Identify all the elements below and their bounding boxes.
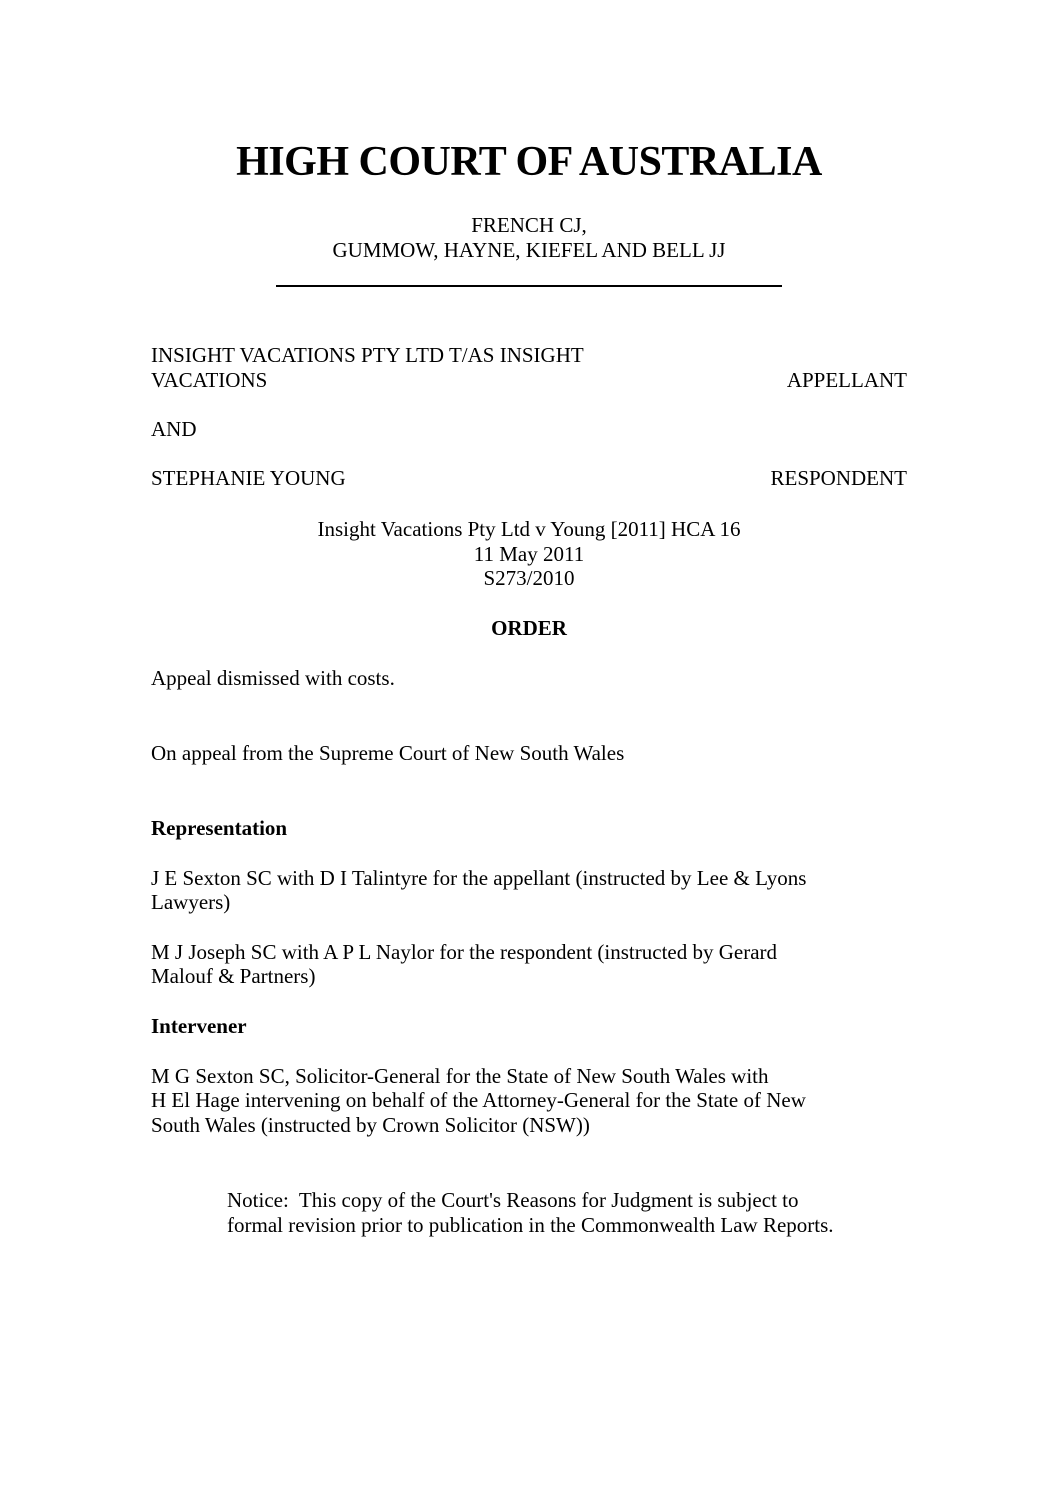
appellant-name-line-1: INSIGHT VACATIONS PTY LTD T/AS INSIGHT xyxy=(151,343,584,367)
respondent-representation-line-2: Malouf & Partners) xyxy=(151,964,316,988)
case-number: S273/2010 xyxy=(483,566,575,590)
order-text: Appeal dismissed with costs. xyxy=(151,666,395,690)
respondent-name: STEPHANIE YOUNG xyxy=(151,466,346,490)
respondent-role: RESPONDENT xyxy=(770,466,907,490)
case-citation: Insight Vacations Pty Ltd v Young [2011] HCA 16 xyxy=(317,517,741,541)
appellant-role: APPELLANT xyxy=(786,368,907,392)
appeal-from: On appeal from the Supreme Court of New South Wales xyxy=(151,741,625,765)
appellant-name-line-2: VACATIONS xyxy=(151,368,268,392)
judges-line-1: FRENCH CJ, xyxy=(471,213,587,237)
representation-heading: Representation xyxy=(151,816,288,840)
intervener-heading: Intervener xyxy=(151,1014,247,1038)
intervener-line-3: South Wales (instructed by Crown Solicitor (NSW)) xyxy=(151,1113,590,1137)
header-divider xyxy=(276,285,782,287)
appellant-representation-line-2: Lawyers) xyxy=(151,890,231,914)
intervener-line-2: H El Hage intervening on behalf of the Attorney-General for the State of New xyxy=(151,1088,806,1112)
judges-line-2: GUMMOW, HAYNE, KIEFEL AND BELL JJ xyxy=(332,238,726,262)
court-title: HIGH COURT OF AUSTRALIA xyxy=(236,139,822,185)
judgment-date: 11 May 2011 xyxy=(473,542,585,566)
order-heading: ORDER xyxy=(491,616,567,640)
respondent-representation-line-1: M J Joseph SC with A P L Naylor for the respondent (instructed by Gerard xyxy=(151,940,778,964)
appellant-representation-line-1: J E Sexton SC with D I Talintyre for the appellant (instructed by Lee & Lyons xyxy=(151,866,807,890)
parties-and: AND xyxy=(151,417,197,441)
intervener-line-1: M G Sexton SC, Solicitor-General for the State of New South Wales with xyxy=(151,1064,769,1088)
notice-line-2: formal revision prior to publication in the Commonwealth Law Reports. xyxy=(227,1213,834,1237)
notice-line-1: Notice: This copy of the Court's Reasons for Judgment is subject to xyxy=(227,1188,799,1212)
